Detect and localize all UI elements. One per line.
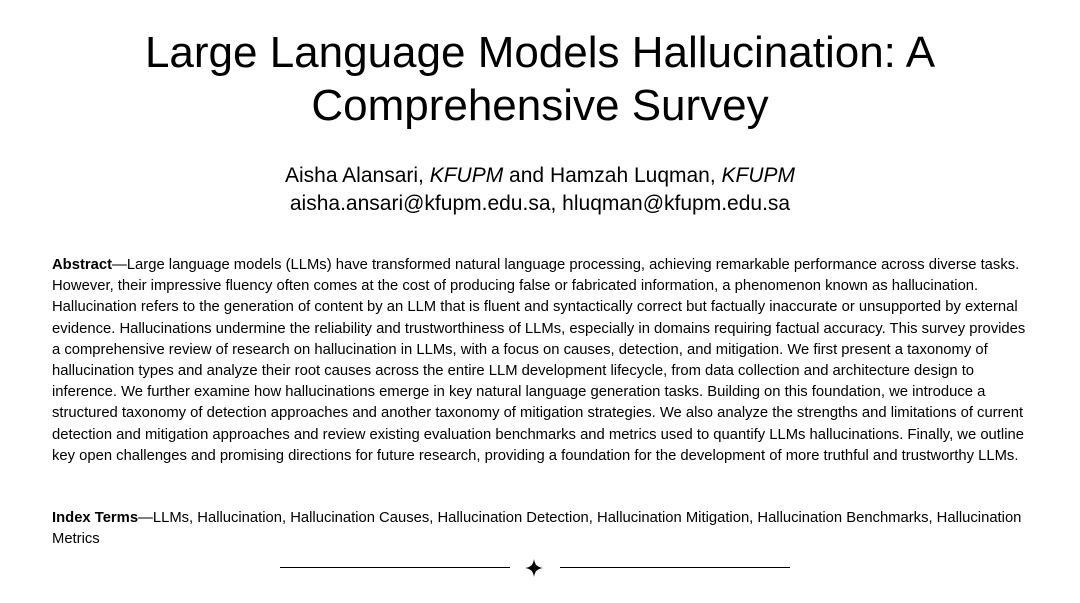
divider-line-right	[560, 567, 790, 568]
author-block	[0, 162, 1080, 218]
index-terms-paragraph	[52, 508, 1032, 550]
author-emails: aisha.ansari@kfupm.edu.sa, hluqman@kfupm.edu.sa	[289, 192, 791, 215]
title-line-2: Comprehensive Survey	[311, 81, 769, 130]
four-point-star-icon	[524, 558, 544, 578]
author-2-name: Hamzah Luqman,	[549, 164, 722, 187]
index-terms-text: —LLMs, Hallucination, Hallucination Causes, Hallucination Detection, Hallucination Mitigation, Hallucination Benchmarks, Hallucination Metrics	[52, 510, 1022, 547]
index-terms-label: Index Terms	[52, 510, 139, 526]
abstract-text: —Large language models (LLMs) have transformed natural language processing, achieving remarkable performance across diverse tasks. However, their impressive fluency often comes at the cost of producing false or fabricated information, a phenomenon known as hallucination. Hallucination refers to the generation of content by an LLM that is fluent and syntactically correct but factually inaccurate or unsupported by external evidence. Hallucinations undermine the reliability and trustworthiness of LLMs, especially in domains requiring factual accuracy. This survey provides a comprehensive review of research on hallucination in LLMs, with a focus on causes, detection, and mitigation. We first present a taxonomy of hallucination types and analyze their root causes across the entire LLM development lifecycle, from data collection and architecture design to inference. We further examine how hallucinations emerge in key natural language generation tasks. Building on this foundation, we introduce a structured taxonomy of detection approaches and another taxonomy of mitigation strategies. We also analyze the strengths and limitations of current detection and mitigation approaches and review existing evaluation benchmarks and metrics used to quantify LLMs hallucinations. Finally, we outline key open challenges and promising directions for future research, providing a foundation for the development of more truthful and trustworthy LLMs.	[52, 257, 1026, 464]
author-line	[0, 162, 1080, 190]
abstract-label: Abstract	[52, 257, 113, 273]
author-2-affiliation: KFUPM	[721, 164, 796, 187]
author-1-name: Aisha Alansari,	[284, 164, 430, 187]
divider-line-left	[280, 567, 510, 568]
title-line-1: Large Language Models Hallucination: A	[144, 28, 936, 77]
author-1-affiliation: KFUPM	[429, 164, 504, 187]
paper-title	[0, 26, 1080, 132]
section-divider	[280, 556, 790, 580]
abstract-paragraph	[52, 255, 1032, 467]
author-conjunction: and	[503, 164, 550, 187]
